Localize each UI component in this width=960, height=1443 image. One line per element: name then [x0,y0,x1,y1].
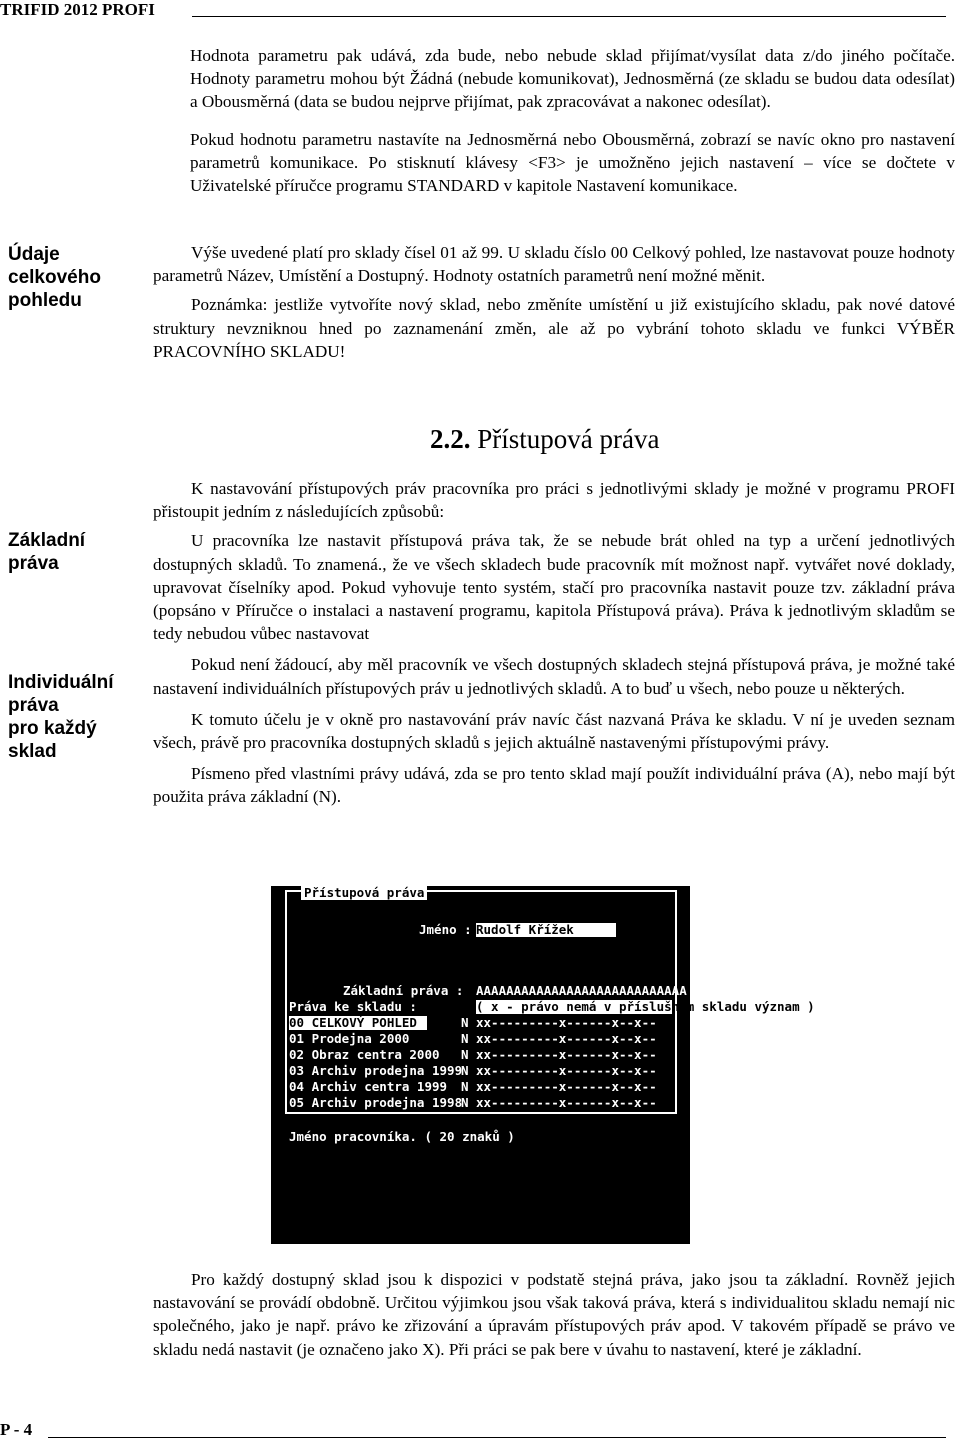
name-input[interactable]: Rudolf Křížek [476,923,616,937]
section1-body [190,44,955,203]
store-row-name[interactable]: 00 CELKOVÝ POHLED [289,1016,427,1030]
store-row-flag[interactable]: N [461,1063,469,1078]
store-row-rights[interactable]: xx---------x------x--x-- [476,1015,657,1030]
footer-rule [48,1437,946,1438]
paragraph: K nastavování přístupových práv pracovníka pro práci s jednotlivými sklady je možné v programu PROFI přistoupit jedním z následujících způsobů: [153,479,955,522]
store-row-rights[interactable]: xx---------x------x--x-- [476,1095,657,1110]
store-row-rights[interactable]: xx---------x------x--x-- [476,1063,657,1078]
store-row-name[interactable]: 03 Archiv prodejna 1999 [289,1063,463,1078]
paragraph: Výše uvedené platí pro sklady čísel 01 až 99. U skladu číslo 00 Celkový pohled, lze nastavovat pouze hodnoty parametrů Název, Umístění a Dostupný. Hodnoty ostatních parametrů není možné měnit. [153,243,955,286]
store-row-flag[interactable]: N [461,1095,469,1110]
status-line: Jméno pracovníka. ( 20 znaků ) [289,1129,515,1144]
store-row-flag[interactable]: N [461,1079,469,1094]
side-label-zakladni-prava: Základní práva [8,530,86,574]
basic-rights-label: Základní práva : [343,983,464,998]
window-title: Přístupová práva [301,886,427,900]
header-rule [192,16,946,17]
store-row-rights[interactable]: xx---------x------x--x-- [476,1079,657,1094]
basic-rights-value[interactable]: AAAAAAAAAAAAAAAAAAAAAAAAAAAA [476,983,687,998]
store-row-rights[interactable]: xx---------x------x--x-- [476,1031,657,1046]
dos-screenshot [271,885,815,1244]
paragraph: Pokud hodnotu parametru nastavíte na Jednosměrná nebo Obousměrná, zobrazí se navíc okno pro nastavení parametrů komunikace. Po stisknutí klávesy <F3> je umožněno jejich nastavení – více se dočtete v Uživatelské příručce programu STANDARD v kapitole Nastavení komunikace. [190,129,955,196]
name-label: Jméno : [419,922,472,937]
section2-body [153,477,955,819]
section-heading: 2.2. Přístupová práva [430,424,660,454]
store-row-name[interactable]: 01 Prodejna 2000 [289,1031,410,1046]
document-header: TRIFID 2012 PROFI [0,0,155,19]
paragraph: Pokud není žádoucí, aby měl pracovník ve všech dostupných skladech stejná přístupová práva, je možné také nastavení individuálních přístupových práv u jednotlivých skladů. A to buď u všech, nebo pouze u některých. [153,655,955,698]
store-row-flag[interactable]: N [461,1015,469,1030]
store-rights-legend: ( x - právo nemá v příslušném skladu význam ) [476,999,815,1014]
store-row-flag[interactable]: N [461,1047,469,1062]
store-row-flag[interactable]: N [461,1031,469,1046]
paragraph: Hodnota parametru pak udává, zda bude, nebo nebude sklad přijímat/vysílat data z/do jiného počítače. Hodnoty parametru mohou být Žádná (nebude komunikovat), Jednosměrná (ze skladu se budou data odesílat) a Obousměrná (data se budou nejprve přijímat, pak zpracovávat a nakonec odesílat). [190,46,955,112]
section1-body-2 [153,241,955,373]
store-row-name[interactable]: 05 Archiv prodejna 1998 [289,1095,463,1110]
store-row-name[interactable]: 02 Obraz centra 2000 [289,1047,440,1062]
paragraph: U pracovníka lze nastavit přístupová práva tak, že se nebude brát ohled na typ a určení jednotlivých dostupných skladů. To znamená., že ve všech skladech bude pracovník mít možnost např. vytvářet nové doklady, upravovat číselníky apod. Pokud vyhovuje tento systém, stačí pro pracovníka nastavit pouze tzv. základní práva (popsáno v Příručce o instalaci a nastavení programu, kapitola Přístupová práva). Práva k jednotlivým skladům se tedy nebudou vůbec nastavovat [153,531,955,644]
side-label-celkovy-pohled: Údaje celkového pohledu [8,244,101,311]
section2-body-after [153,1268,955,1371]
store-row-rights[interactable]: xx---------x------x--x-- [476,1047,657,1062]
side-label-individualni-prava: Individuální práva pro každý sklad [8,672,114,762]
store-rights-label: Práva ke skladu : [289,999,417,1014]
store-row-name[interactable]: 04 Archiv centra 1999 [289,1079,448,1094]
paragraph: K tomuto účelu je v okně pro nastavování práv navíc část nazvaná Práva ke skladu. V ní je uveden seznam všech, právě pro pracovníka dostupných skladů s jejich aktuálně nastavenými přístupovými právy. [153,709,955,753]
page-number: P - 4 [0,1420,33,1439]
paragraph: Poznámka: jestliže vytvoříte nový sklad, nebo změníte umístění u již existujícího skladu, pak nové datové struktury nevzniknou hned po zaznamenání změn, ale až po vybrání tohoto skladu ve funkci VÝBĚR PRACOVNÍHO SKLADU! [153,295,955,361]
paragraph: Pro každý dostupný sklad jsou k dispozici v podstatě stejná práva, jako jsou ta základní. Rovněž jejich nastavování se provádí obdobně. Určitou výjimkou jsou však taková práva, která s individualitou skladu nemají nic společného, jako je např. právo ke zřizování a úpravám přístupových práv apod. V takovém případě se právo ve skladu nedá nastavit (je označeno jako X). Při práci se pak bere v úvahu to nastavení, které je základní. [153,1270,955,1359]
paragraph: Písmeno před vlastními právy udává, zda se pro tento sklad mají použít individuální práva (A), nebo mají být použita práva základní (N). [153,764,955,807]
